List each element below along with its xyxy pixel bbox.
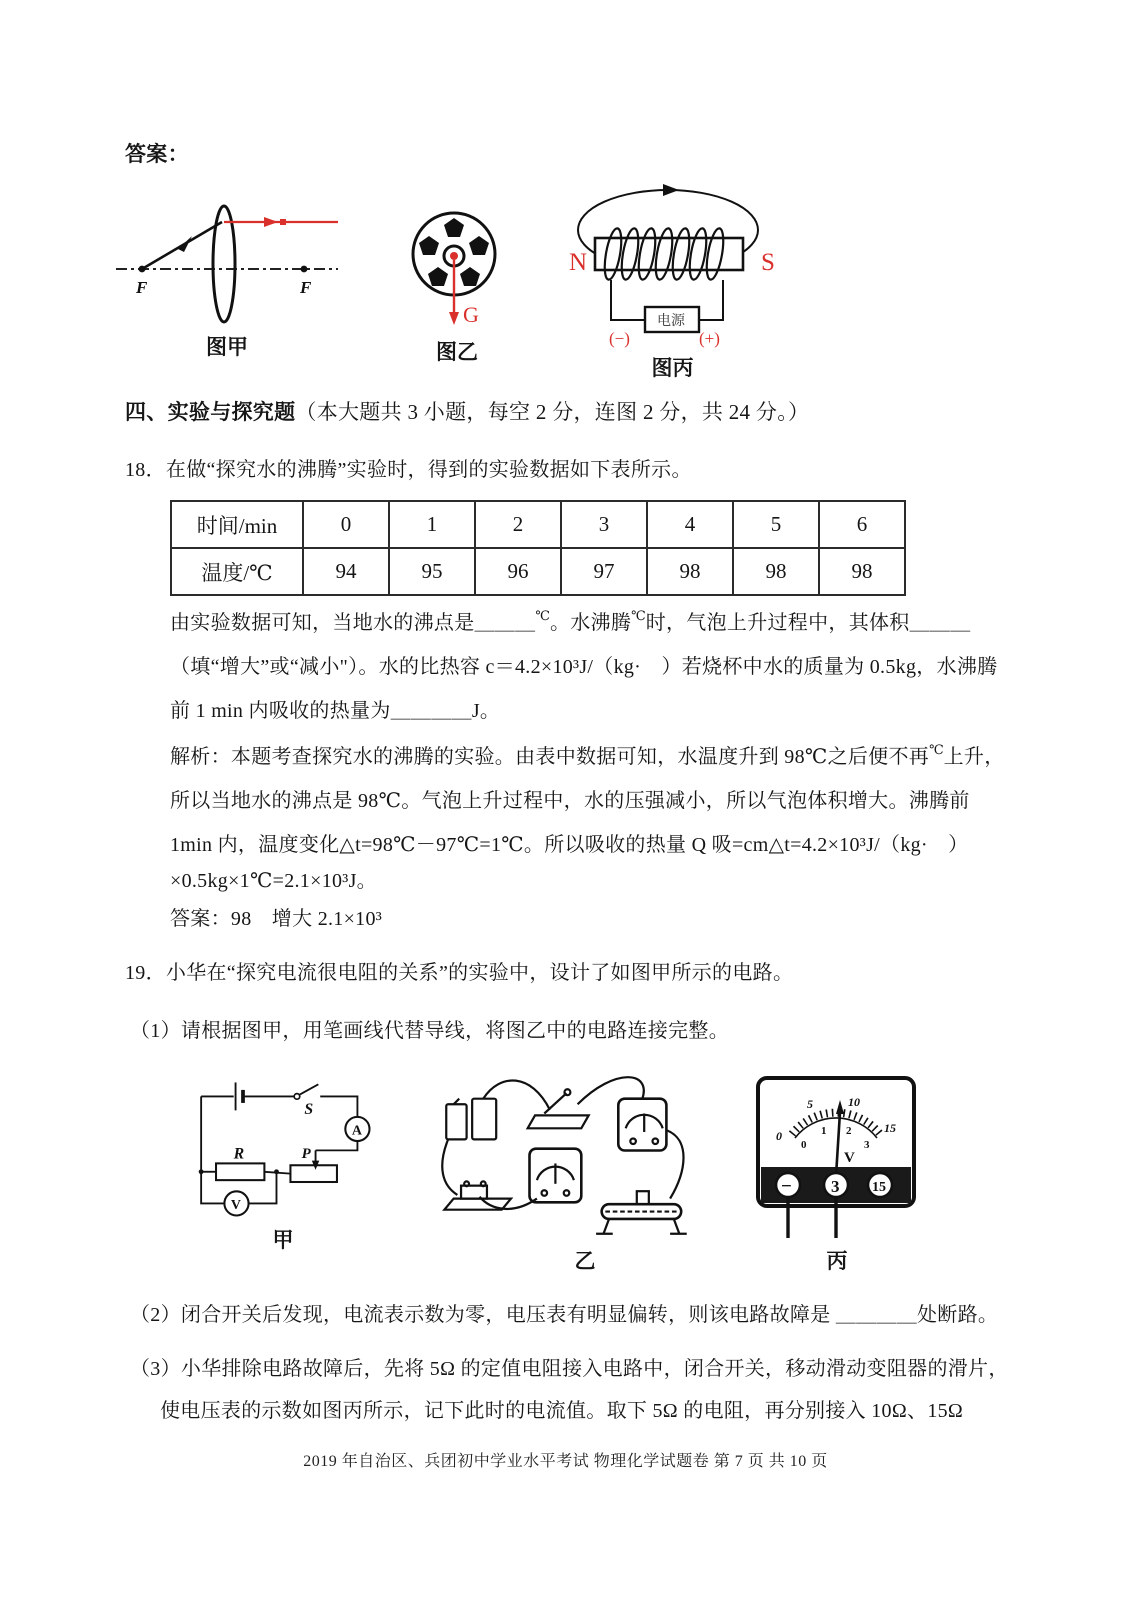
celsius-superscript: ℃ (631, 608, 646, 623)
scale-outer-0: 0 (776, 1129, 782, 1143)
scale-outer-10: 10 (848, 1095, 860, 1109)
section-heading (125, 396, 809, 426)
south-pole-label: S (761, 249, 775, 276)
table-cell: 1 (389, 501, 475, 548)
solenoid-figure-caption: 图丙 (651, 356, 694, 380)
gravity-label: G (463, 302, 479, 327)
lens-figure-block (112, 194, 342, 361)
table-cell: 4 (647, 501, 733, 548)
scale-inner-1: 1 (821, 1125, 827, 1137)
slider-label: P (301, 1145, 311, 1162)
answers-heading: 答案： (125, 142, 189, 166)
scale-inner-0: 0 (801, 1139, 807, 1151)
voltmeter-figure-block (752, 1068, 922, 1275)
section-title: 四、实验与探究题 (125, 400, 296, 424)
q18-fill-line-2: （填“增大”或“减小"）。水的比热容 c＝4.2×10³J/（kg· ）若烧杯中水的质量为 0.5kg，水沸腾 (170, 656, 998, 678)
table-cell: 96 (475, 548, 561, 595)
ammeter-label: A (351, 1123, 362, 1139)
scale-outer-15: 15 (884, 1121, 896, 1135)
q18-analysis-line-3: 1min 内，温度变化△t=98℃－97℃=1℃。所以吸收的热量 Q 吸=cm△t=4.2×10³J/（kg· ） (170, 834, 969, 856)
q18-stem: 18．在做“探究水的沸腾”实验时，得到的实验数据如下表所示。 (125, 459, 692, 481)
schematic-figure-caption: 甲 (272, 1228, 294, 1252)
negative-terminal-label: (−) (609, 329, 630, 348)
pictorial-circuit (425, 1058, 745, 1243)
scale-inner-3: 3 (864, 1139, 870, 1151)
resistor-label: R (233, 1145, 245, 1163)
q18-fill-line-1-text3: 时，气泡上升过程中，其体积＿＿＿ (645, 612, 971, 634)
q18-data-table (170, 500, 906, 596)
power-supply-label: 电源 (657, 314, 685, 329)
table-cell: 98 (647, 548, 733, 595)
voltmeter-label: V (230, 1197, 241, 1213)
table-cell: 98 (733, 548, 819, 595)
table-cell: 97 (561, 548, 647, 595)
table-cell: 94 (303, 548, 389, 595)
q19-part2: （2）闭合开关后发现，电流表示数为零，电压表有明显偏转，则该电路故障是 ＿＿＿＿处断路。 (130, 1304, 999, 1326)
q18-analysis-line-4: ×0.5kg×1℃=2.1×10³J。 (170, 870, 377, 892)
celsius-superscript: ℃ (929, 742, 944, 757)
table-cell: 95 (389, 548, 475, 595)
page-footer: 2019 年自治区、兵团初中学业水平考试 物理化学试题卷 第 7 页 共 10 页 (303, 1453, 828, 1470)
scale-outer-5: 5 (807, 1097, 813, 1111)
q18-fill-line-1 (170, 606, 971, 635)
table-cell: 5 (733, 501, 819, 548)
solenoid-figure-block (565, 178, 780, 382)
table-header-cell: 温度/℃ (171, 548, 303, 595)
section-note: （本大题共 3 小题，每空 2 分，连图 2 分，共 24 分。） (295, 400, 810, 424)
circuit-schematic (148, 1062, 418, 1222)
table-cell: 98 (819, 548, 905, 595)
table-row (171, 501, 905, 548)
table-header-cell: 时间/min (171, 501, 303, 548)
q19-stem: 19．小华在“探究电流很电阻的关系”的实验中，设计了如图甲所示的电路。 (125, 962, 794, 984)
ball-figure-caption: 图乙 (436, 340, 478, 364)
pictorial-figure-block (425, 1058, 745, 1275)
lens-figure-caption: 图甲 (206, 335, 248, 359)
scale-inner-2: 2 (846, 1125, 852, 1137)
q18-analysis-line-1-text: 解析：本题考查探究水的沸腾的实验。由表中数据可知，水温度升到 98℃之后便不再 (170, 746, 930, 768)
table-cell: 0 (303, 501, 389, 548)
q18-fill-line-3: 前 1 min 内吸收的热量为＿＿＿＿J。 (170, 700, 501, 722)
table-cell: 2 (475, 501, 561, 548)
pictorial-figure-caption: 乙 (574, 1249, 596, 1273)
q19-part1: （1）请根据图甲，用笔画线代替导线，将图乙中的电路连接完整。 (130, 1020, 729, 1042)
table-cell: 6 (819, 501, 905, 548)
voltmeter-unit-label: V (844, 1150, 855, 1166)
north-pole-label: N (569, 249, 588, 276)
table-row (171, 548, 905, 595)
q18-fill-line-1-text: 由实验数据可知，当地水的沸点是＿＿＿ (170, 612, 536, 634)
terminal-3v-label: 3 (831, 1177, 840, 1196)
ball-figure-block (392, 204, 522, 366)
celsius-superscript: ℃ (535, 608, 550, 623)
terminal-15v-label: 15 (872, 1180, 886, 1195)
q19-part3-line-1: （3）小华排除电路故障后，先将 5Ω 的定值电阻接入电路中，闭合开关，移动滑动变阻器的滑片， (130, 1358, 1009, 1380)
focal-point-right-label: F (300, 278, 312, 297)
q18-analysis-line-2: 所以当地水的沸点是 98℃。气泡上升过程中，水的压强减小，所以气泡体积增大。沸腾前 (170, 790, 970, 812)
q18-analysis-line-1 (170, 740, 1005, 769)
q18-answer-line: 答案：98 增大 2.1×10³ (170, 908, 383, 930)
voltmeter-figure-caption: 丙 (826, 1249, 848, 1273)
positive-terminal-label: (+) (699, 329, 720, 348)
q19-part3-line-2: 使电压表的示数如图丙所示，记下此时的电流值。取下 5Ω 的电阻，再分别接入 10Ω、15Ω (160, 1400, 964, 1422)
voltmeter-face (752, 1068, 922, 1243)
q18-fill-line-1-text2: 。水沸腾 (549, 612, 632, 634)
lens-diagram (112, 194, 342, 329)
table-cell: 3 (561, 501, 647, 548)
schematic-figure-block (148, 1062, 418, 1254)
soccer-ball-diagram (397, 204, 517, 334)
switch-label: S (304, 1101, 314, 1119)
solenoid-diagram (565, 178, 780, 350)
terminal-negative-label: − (781, 1176, 792, 1197)
focal-point-left-label: F (136, 278, 148, 297)
q18-analysis-line-1-text2: 上升， (943, 746, 1005, 768)
